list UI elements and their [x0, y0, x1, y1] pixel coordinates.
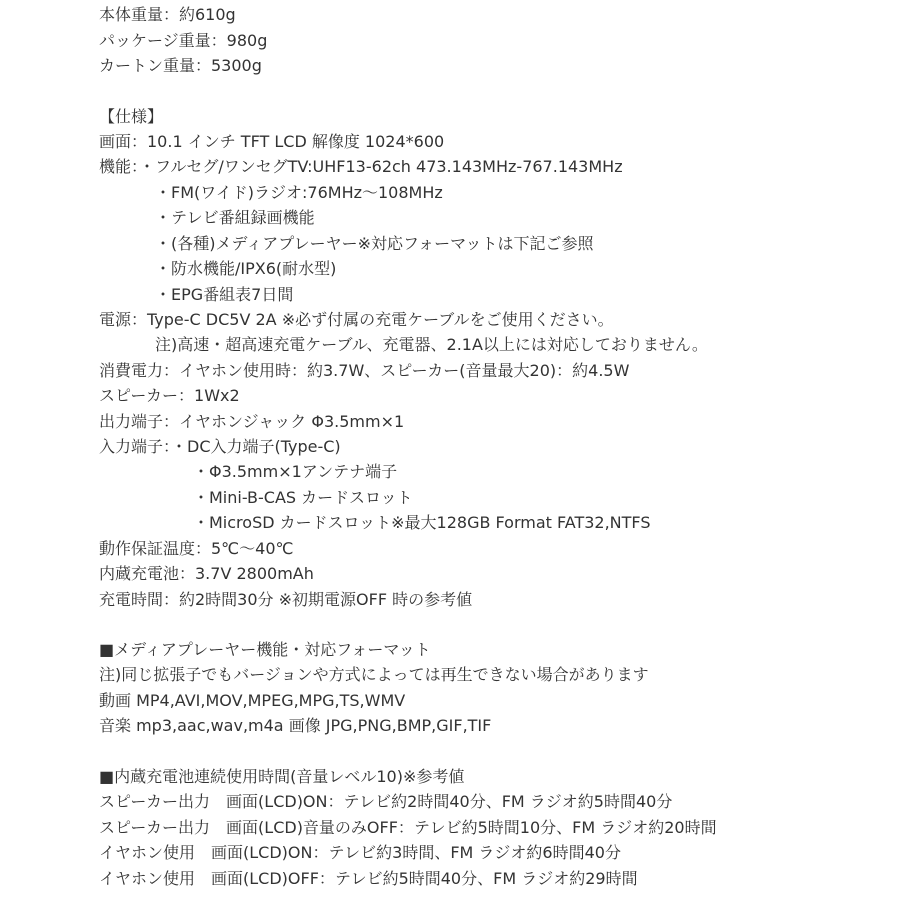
package-weight-line: パッケージ重量：980g [99, 31, 268, 50]
output-terminal-line: 出力端子：イヤホンジャック Φ3.5mm×1 [99, 412, 405, 431]
battery-life-row: イヤホン使用 画面(LCD)ON：テレビ約3時間、FM ラジオ約6時間40分 [99, 843, 621, 862]
screen-spec-line: 画面：10.1 インチ TFT LCD 解像度 1024*600 [99, 132, 445, 151]
charge-time-line: 充電時間：約2時間30分 ※初期電源OFF 時の参考値 [99, 590, 473, 609]
battery-life-row: スピーカー出力 画面(LCD)ON：テレビ約2時間40分、FM ラジオ約5時間40分 [99, 792, 673, 811]
carton-weight-line: カートン重量：5300g [99, 56, 262, 75]
input-item-bcas: ・Mini-B-CAS カードスロット [193, 488, 413, 507]
body-weight-line: 本体重量：約610g [99, 5, 236, 24]
battery-life-row: スピーカー出力 画面(LCD)音量のみOFF：テレビ約5時間10分、FM ラジオ約20時間 [99, 818, 717, 837]
battery-line: 内蔵充電池：3.7V 2800mAh [99, 564, 314, 583]
input-item-antenna: ・Φ3.5mm×1アンテナ端子 [193, 462, 398, 481]
input-item-microsd: ・MicroSD カードスロット※最大128GB Format FAT32,NTFS [193, 513, 651, 532]
audio-image-formats-line: 音楽 mp3,aac,wav,m4a 画像 JPG,PNG,BMP,GIF,TIF [99, 716, 492, 735]
media-note-line: 注)同じ拡張子でもバージョンや方式によっては再生できない場合があります [99, 665, 649, 684]
battery-life-heading: ■内蔵充電池連続使用時間(音量レベル10)※参考値 [99, 767, 465, 786]
input-terminal-line: 入力端子：・DC入力端子(Type-C) [99, 437, 341, 456]
temperature-line: 動作保証温度：5℃～40℃ [99, 539, 294, 558]
spec-heading: 【仕様】 [99, 107, 164, 126]
function-line: 機能：・フルセグ/ワンセグTV:UHF13-62ch 473.143MHz-767.143MHz [99, 157, 623, 176]
consumption-line: 消費電力：イヤホン使用時：約3.7W、スピーカー(音量最大20)：約4.5W [99, 361, 630, 380]
function-item-waterproof: ・防水機能/IPX6(耐水型) [155, 259, 337, 278]
function-item-epg: ・EPG番組表7日間 [155, 285, 294, 304]
speaker-line: スピーカー：1Wx2 [99, 386, 240, 405]
function-item-media-player: ・(各種)メディアプレーヤー※対応フォーマットは下記ご参照 [155, 234, 594, 253]
power-line: 電源：Type-C DC5V 2A ※必ず付属の充電ケーブルをご使用ください。 [99, 310, 614, 329]
function-item-recording: ・テレビ番組録画機能 [155, 208, 315, 227]
video-formats-line: 動画 MP4,AVI,MOV,MPEG,MPG,TS,WMV [99, 691, 406, 710]
battery-life-row: イヤホン使用 画面(LCD)OFF：テレビ約5時間40分、FM ラジオ約29時間 [99, 869, 638, 888]
power-note-line: 注)高速・超高速充電ケーブル、充電器、2.1A以上には対応しておりません。 [155, 335, 708, 354]
function-item-fm-radio: ・FM(ワイド)ラジオ:76MHz～108MHz [155, 183, 443, 202]
media-heading: ■メディアプレーヤー機能・対応フォーマット [99, 640, 431, 659]
